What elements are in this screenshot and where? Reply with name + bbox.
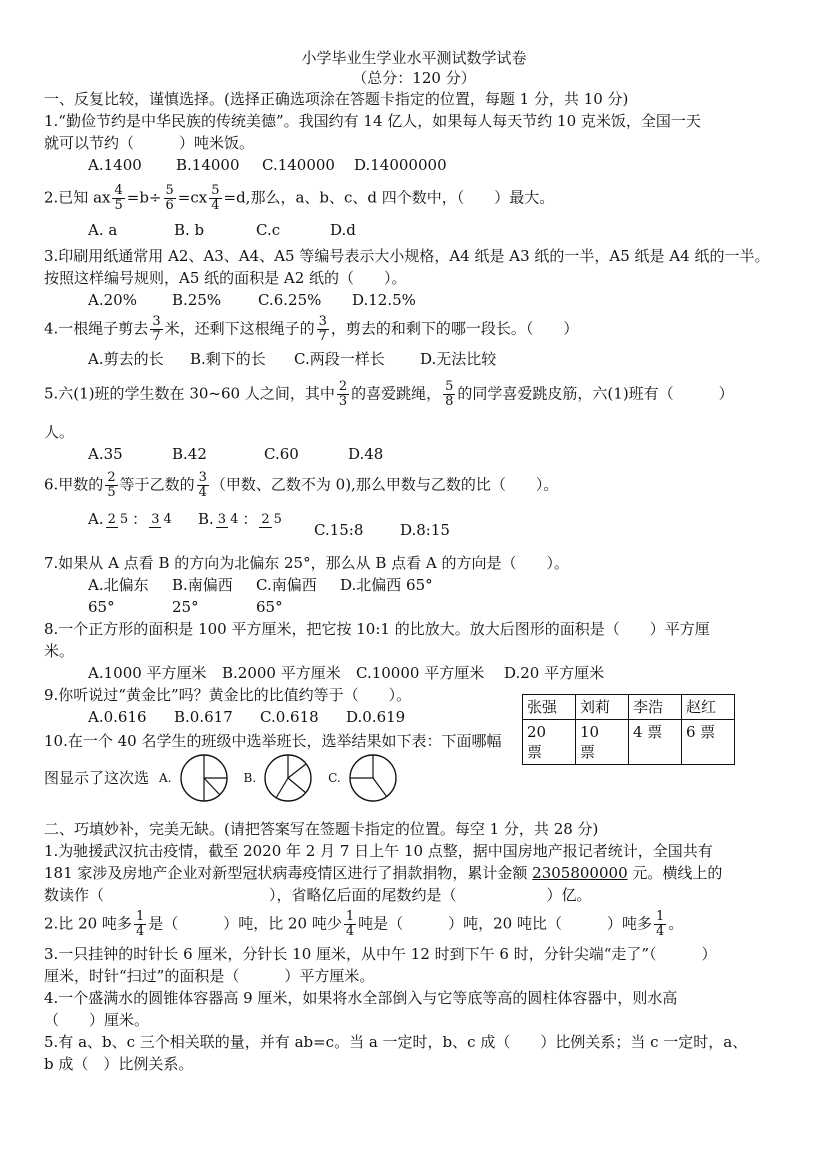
pie-option-a[interactable] [159,752,229,804]
table-row [523,720,735,765]
q7-options [44,574,784,618]
vote-results-table [522,694,735,765]
q6-text-a: 6.甲数的 [44,475,104,494]
q4-option-d[interactable]: D.无法比较 [420,350,497,368]
s2q5-line1: 5.有 a、b、c 三个相关联的量，并有 ab=c。当 a 一定时，b、c 成（ ）比例关系；当 c 一定时，a、 [44,1033,748,1051]
q7-line1: 7.如果从 A 点看 B 的方向为北偏东 25°，那么从 B 点看 A 的方向是（ ）。 [44,554,570,572]
q5-option-a[interactable]: A.35 [88,445,123,463]
q8-option-a[interactable]: A.1000 平方厘米 [88,664,207,682]
q8-options [44,662,784,684]
q1-option-a[interactable]: A.1400 [88,156,142,174]
pie-chart-b-icon [262,752,314,804]
q5-fraction-2: $\frac{5}{8}$ [445,379,454,409]
q4-fraction-1: $\frac{3}{7}$ [152,314,161,344]
table-header-cell: 李浩 [629,695,682,720]
table-cell: 4 票 [629,720,682,765]
q5-text-c: 的同学喜爱跳皮筋，六(1)班有（ ） [457,384,734,403]
q2-text-c: =cx [177,188,208,207]
q4-fraction-2: $\frac{3}{7}$ [318,314,327,344]
table-cell: 20 票 [523,720,576,765]
s2q1-text-b: 元。横线上的 [627,864,723,882]
q1-line1: 1.“勤俭节约是中华民族的传统美德”。我国约有 14 亿人，如果每人每天节约 10 克米饭，全国一天 [44,112,701,130]
pie-a-label: A. [159,771,172,785]
q5-line2: 人。 [44,423,75,441]
section1-heading: 一、反复比较，谨慎选择。(选择正确选项涂在答题卡指定的位置，每题 1 分，共 10 分) [44,90,629,108]
q10-line2: 图显示了这次选 [44,769,150,787]
q7-option-c[interactable]: C.南偏西 65° [256,576,317,616]
q2-text-a: 2.已知 ax [44,188,111,207]
q2-option-b[interactable]: B. b [174,221,205,239]
q4-text-c: ，剪去的和剩下的哪一段长。（ ） [330,319,579,338]
q5-option-d[interactable]: D.48 [348,445,384,463]
q2-fraction-1: $\frac{4}{5}$ [114,183,123,213]
q6-fraction-1: $\frac{2}{5}$ [107,470,116,500]
section2-heading: 二、巧填妙补，完美无缺。(请把答案写在签题卡指定的位置。每空 1 分，共 28 分) [44,820,599,838]
q7-option-a[interactable]: A.北偏东 65° [88,576,149,616]
q5-text-a: 5.六(1)班的学生数在 30~60 人之间，其中 [44,384,335,403]
s2q1-line2 [44,862,784,884]
q7-option-d[interactable]: D.北偏西 65° [340,576,433,594]
s2q5-line2: b 成（ ）比例关系。 [44,1055,194,1073]
pie-chart-c-icon [347,752,399,804]
q6-fraction-2: $\frac{3}{4}$ [198,470,207,500]
s2q1-line1: 1.为驰援武汉抗击疫情，截至 2020 年 2 月 7 日上午 10 点整，据中国房地产报记者统计，全国共有 [44,842,713,860]
s2q2-text-a: 2.比 20 吨多 [44,914,132,933]
s2q4-line2: （ ）厘米。 [44,1011,150,1029]
s2q3-line1: 3.一只挂钟的时针长 6 厘米，分针长 10 厘米，从中午 12 时到下午 6 时，分针尖端“走了”（ ） [44,945,717,963]
s2q1-underlined-amount: 2305800000 [532,864,628,882]
s2q3-line2: 厘米，时针“扫过”的面积是（ ）平方厘米。 [44,967,375,985]
q5-option-b[interactable]: B.42 [172,445,207,463]
table-header-cell: 张强 [523,695,576,720]
q4-text-b: 米，还剩下这根绳子的 [164,319,315,338]
s2q4-line1: 4.一个盛满水的圆锥体容器高 9 厘米，如果将水全部倒入与它等底等高的圆柱体容器中，则水高 [44,989,678,1007]
q9-option-a[interactable]: A.0.616 [88,708,147,726]
q2-options [44,219,784,241]
q8-option-b[interactable]: B.2000 平方厘米 [222,664,341,682]
q5-line1 [44,380,784,409]
table-cell: 10 票 [576,720,629,765]
pie-chart-a-icon [178,752,230,804]
q4-option-c[interactable]: C.两段一样长 [294,350,385,368]
page-subtitle: （总分：120 分） [352,69,476,87]
q2-line [44,184,784,213]
q9-line1: 9.你听说过“黄金比”吗？黄金比的比值约等于（ ）。 [44,686,412,704]
page-title: 小学毕业生学业水平测试数学试卷 [301,49,527,67]
s2q2-text-b: 是（ ）吨，比 20 吨少 [148,914,342,933]
q1-options [44,154,784,176]
s2q2-fraction-1: $\frac{1}{4}$ [135,909,145,939]
q4-options [44,348,784,370]
table-header-cell: 赵红 [682,695,735,720]
s2q2-text-d: 。 [668,914,684,933]
exam-page [44,48,784,1075]
q8-option-c[interactable]: C.10000 平方厘米 [356,664,485,682]
q5-fraction-1: $\frac{2}{3}$ [338,379,348,409]
q3-options [44,289,784,311]
q2-option-a[interactable]: A. a [88,221,118,239]
q6-text-c: （甲数、乙数不为 0),那么甲数与乙数的比（ ）。 [210,475,559,494]
q2-fraction-2: $\frac{5}{6}$ [165,183,174,213]
q10-line1: 10.在一个 40 名学生的班级中选举班长，选举结果如下表：下面哪幅 [44,732,502,750]
q5-text-b: 的喜爱跳绳， [351,384,442,403]
q9-option-d[interactable]: D.0.619 [346,708,406,726]
q8-line2: 米。 [44,642,75,660]
q3-option-b[interactable]: B.25% [172,291,222,309]
q1-option-c[interactable]: C.140000 [262,156,335,174]
q3-option-c[interactable]: C.6.25% [258,291,322,309]
q2-text-b: =b÷ [126,188,162,207]
table-row [523,695,735,720]
q1-line2: 就可以节约（ ）吨米饭。 [44,134,255,152]
q2-option-d[interactable]: D.d [330,221,356,239]
q3-option-d[interactable]: D.12.5% [352,291,416,309]
q4-option-a[interactable]: A.剪去的长 [88,350,164,368]
pie-option-b[interactable] [244,752,315,804]
q10-pie-options [159,752,399,804]
table-cell: 6 票 [682,720,735,765]
pie-option-c[interactable] [328,752,399,804]
q3-line2: 按照这样编号规则，A5 纸的面积是 A2 纸的（ ）。 [44,269,407,287]
s2q1-text-a: 181 家涉及房地产企业对新型冠状病毒疫情区进行了捐款捐物，累计金额 [44,864,533,882]
q6-text-b: 等于乙数的 [119,475,195,494]
q4-option-b[interactable]: B.剩下的长 [190,350,266,368]
s2q2-fraction-2: $\frac{1}{4}$ [345,909,355,939]
q2-fraction-3: $\frac{5}{4}$ [211,183,220,213]
q6-options [44,508,784,552]
pie-c-label: C. [328,771,341,785]
q9-option-c[interactable]: C.0.618 [260,708,319,726]
q5-options [44,443,784,465]
q3-line1: 3.印刷用纸通常用 A2、A3、A4、A5 等编号表示大小规格，A4 纸是 A3 纸的一半，A5 纸是 A4 纸的一半。 [44,247,770,265]
q6-option-b[interactable]: B. 3 4 ： 2 5 [198,510,282,528]
q6-option-d[interactable]: D.8:15 [400,521,450,539]
q8-line1: 8.一个正方形的面积是 100 平方厘米，把它按 10:1 的比放大。放大后图形的面积是（ ）平方厘 [44,620,710,638]
q2-option-c[interactable]: C.c [256,221,281,239]
q6-option-c[interactable]: C.15:8 [314,521,364,539]
q1-option-b[interactable]: B.14000 [176,156,240,174]
q4-text-a: 4.一根绳子剪去 [44,319,149,338]
q9-option-b[interactable]: B.0.617 [174,708,233,726]
q1-option-d[interactable]: D.14000000 [354,156,447,174]
s2q1-line3: 数读作（ ），省略亿后面的尾数约是（ ）亿。 [44,886,592,904]
q7-option-b[interactable]: B.南偏西 25° [172,576,233,616]
s2q2-text-c: 吨是（ ）吨，20 吨比（ ）吨多 [358,914,652,933]
q2-text-d: =d,那么，a、b、c、d 四个数中，（ ）最大。 [223,188,555,207]
q4-line [44,315,784,344]
table-header-cell: 刘莉 [576,695,629,720]
q6-line [44,471,784,500]
q8-option-d[interactable]: D.20 平方厘米 [504,664,605,682]
s2q2-fraction-3: $\frac{1}{4}$ [655,909,665,939]
q3-option-a[interactable]: A.20% [88,291,137,309]
q5-option-c[interactable]: C.60 [264,445,299,463]
q6-option-a[interactable]: A. 2 5 ： 3 4 [88,510,172,528]
pie-b-label: B. [243,771,257,785]
s2q2-line [44,910,784,939]
